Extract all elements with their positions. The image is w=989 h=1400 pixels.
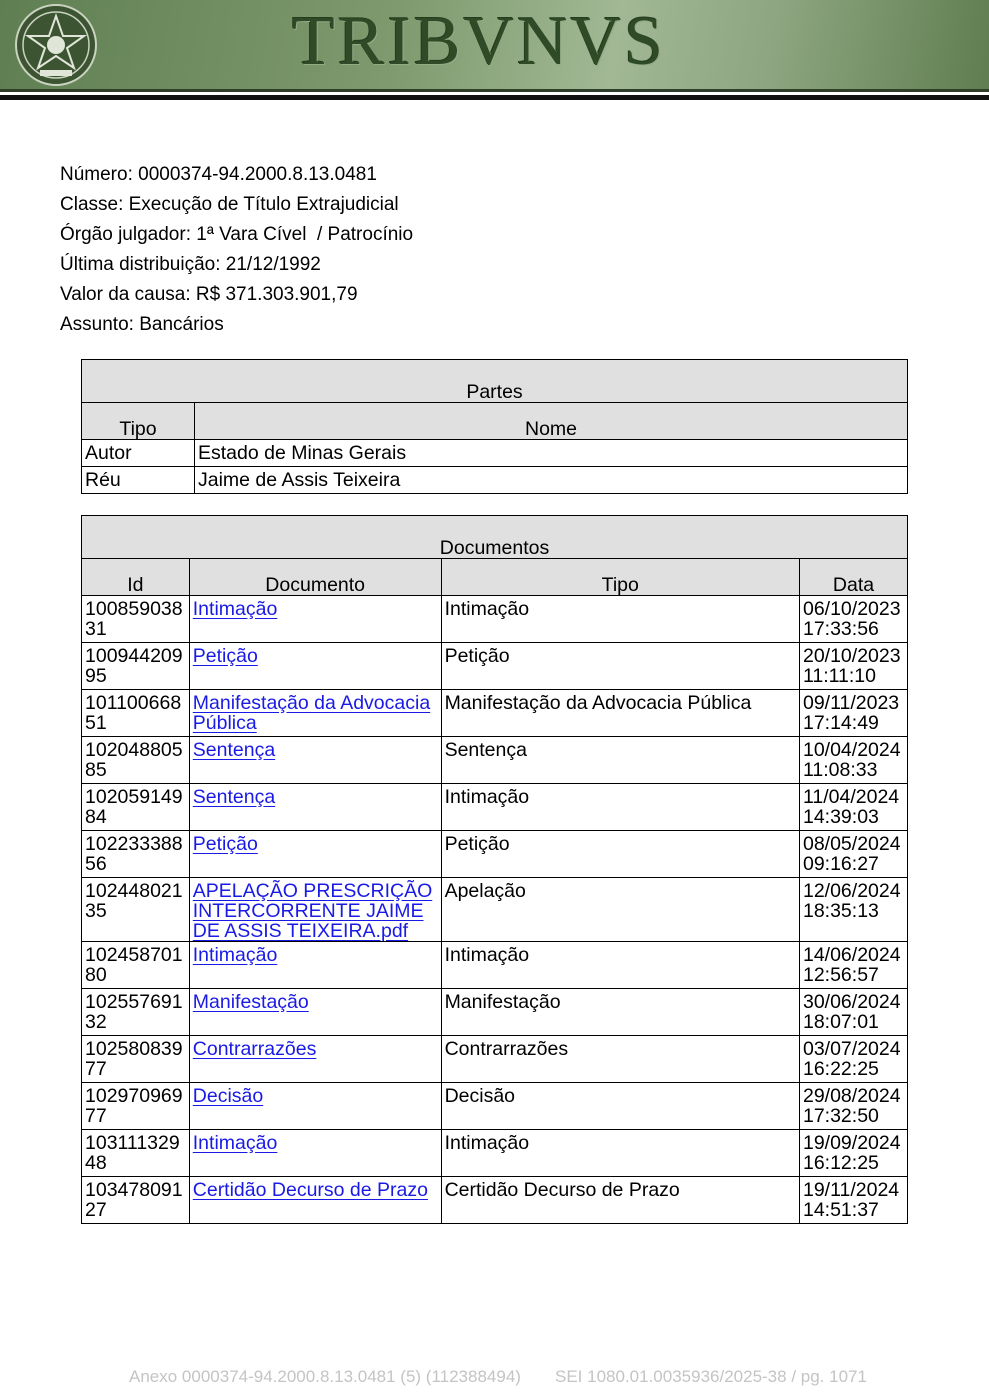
party-name: Estado de Minas Gerais	[195, 440, 908, 467]
document-date-cell: 08/05/2024 09:16:27	[799, 831, 907, 878]
document-type-cell: Sentença	[441, 737, 799, 784]
header-banner	[0, 0, 989, 89]
document-id-cell: 10205914984	[82, 784, 190, 831]
parties-col-name: Nome	[195, 403, 908, 440]
document-link[interactable]: Petição	[192, 833, 258, 855]
parties-table	[81, 359, 908, 494]
document-type-cell: Intimação	[441, 596, 799, 643]
party-name: Jaime de Assis Teixeira	[195, 467, 908, 494]
document-date-cell: 29/08/2024 17:32:50	[799, 1083, 907, 1130]
parties-title: Partes	[82, 360, 908, 403]
document-link-cell	[189, 690, 441, 737]
document-link[interactable]: Manifestação	[192, 991, 309, 1013]
table-row	[82, 989, 908, 1036]
document-date-cell: 11/04/2024 14:39:03	[799, 784, 907, 831]
process-info	[60, 160, 413, 340]
document-id-cell: 10110066851	[82, 690, 190, 737]
table-row	[82, 1177, 908, 1224]
banner-title: TRIBVNVS	[292, 3, 667, 80]
document-date-cell: 03/07/2024 16:22:25	[799, 1036, 907, 1083]
document-id-cell: 10094420995	[82, 643, 190, 690]
documents-col-document: Documento	[189, 559, 441, 596]
document-link-cell	[189, 989, 441, 1036]
document-link[interactable]: Certidão Decurso de Prazo	[192, 1179, 428, 1201]
table-row	[82, 831, 908, 878]
document-type-cell: Intimação	[441, 784, 799, 831]
document-id-cell: 10245870180	[82, 942, 190, 989]
document-id-cell: 10204880585	[82, 737, 190, 784]
document-id-cell: 10347809127	[82, 1177, 190, 1224]
banner-rule	[0, 95, 989, 100]
document-type-cell: Decisão	[441, 1083, 799, 1130]
document-id-cell: 10255769132	[82, 989, 190, 1036]
document-date-cell: 30/06/2024 18:07:01	[799, 989, 907, 1036]
table-row	[82, 1036, 908, 1083]
table-row	[82, 737, 908, 784]
document-date-cell: 09/11/2023 17:14:49	[799, 690, 907, 737]
document-link-cell	[189, 1177, 441, 1224]
document-type-cell: Manifestação da Advocacia Pública	[441, 690, 799, 737]
process-number: Número: 0000374-94.2000.8.13.0481	[60, 164, 377, 185]
documents-table	[81, 515, 908, 1224]
process-court: Órgão julgador: 1ª Vara Cível / Patrocínio	[60, 224, 414, 245]
banner-divider	[0, 89, 989, 92]
process-value: Valor da causa: R$ 371.303.901,79	[60, 284, 358, 305]
document-id-cell: 10258083977	[82, 1036, 190, 1083]
process-subject: Assunto: Bancários	[60, 314, 224, 335]
documents-col-type: Tipo	[441, 559, 799, 596]
document-type-cell: Intimação	[441, 1130, 799, 1177]
table-row	[82, 878, 908, 942]
document-id-cell: 10311132948	[82, 1130, 190, 1177]
document-link-cell	[189, 831, 441, 878]
document-type-cell: Certidão Decurso de Prazo	[441, 1177, 799, 1224]
documents-title: Documentos	[82, 516, 908, 559]
document-link-cell	[189, 643, 441, 690]
documents-rows	[82, 596, 908, 1224]
table-row	[82, 1083, 908, 1130]
document-link-cell	[189, 1083, 441, 1130]
document-date-cell: 19/09/2024 16:12:25	[799, 1130, 907, 1177]
document-link-cell	[189, 942, 441, 989]
footer-sei: SEI 1080.01.0035936/2025-38 / pg. 1071	[555, 1367, 867, 1386]
document-date-cell: 19/11/2024 14:51:37	[799, 1177, 907, 1224]
document-type-cell: Intimação	[441, 942, 799, 989]
document-link[interactable]: Contrarrazões	[192, 1038, 317, 1060]
coat-of-arms-seal-icon	[14, 4, 98, 86]
document-id-cell: 10244802135	[82, 878, 190, 942]
document-date-cell: 12/06/2024 18:35:13	[799, 878, 907, 942]
table-row	[82, 784, 908, 831]
document-type-cell: Petição	[441, 643, 799, 690]
document-link[interactable]: Sentença	[192, 739, 276, 761]
document-link-cell	[189, 784, 441, 831]
document-link[interactable]: Intimação	[192, 944, 278, 966]
document-id-cell: 10297096977	[82, 1083, 190, 1130]
document-link[interactable]: Decisão	[192, 1085, 264, 1107]
document-link[interactable]: Intimação	[192, 598, 278, 620]
document-type-cell: Apelação	[441, 878, 799, 942]
table-row	[82, 596, 908, 643]
document-link[interactable]: Petição	[192, 645, 258, 667]
document-link[interactable]: APELAÇÃO PRESCRIÇÃO INTERCORRENTE JAIME DE ASSIS TEIXEIRA.pdf	[192, 880, 433, 942]
document-link-cell	[189, 878, 441, 942]
document-link-cell	[189, 737, 441, 784]
process-distribution: Última distribuição: 21/12/1992	[60, 254, 321, 275]
table-row	[82, 467, 908, 494]
table-row	[82, 440, 908, 467]
document-link-cell	[189, 1130, 441, 1177]
document-date-cell: 10/04/2024 11:08:33	[799, 737, 907, 784]
party-type: Autor	[82, 440, 195, 467]
footer-annex: Anexo 0000374-94.2000.8.13.0481 (5) (112388494)	[129, 1367, 521, 1386]
documents-col-id: Id	[82, 559, 190, 596]
document-type-cell: Manifestação	[441, 989, 799, 1036]
process-class: Classe: Execução de Título Extrajudicial	[60, 194, 399, 215]
parties-col-type: Tipo	[82, 403, 195, 440]
documents-col-date: Data	[799, 559, 907, 596]
party-type: Réu	[82, 467, 195, 494]
table-row	[82, 690, 908, 737]
document-date-cell: 20/10/2023 11:11:10	[799, 643, 907, 690]
table-row	[82, 643, 908, 690]
document-link-cell	[189, 1036, 441, 1083]
document-link-cell	[189, 596, 441, 643]
document-id-cell: 10085903831	[82, 596, 190, 643]
document-type-cell: Petição	[441, 831, 799, 878]
document-link[interactable]: Sentença	[192, 786, 276, 808]
document-id-cell: 10223338856	[82, 831, 190, 878]
document-link[interactable]: Manifestação da Advocacia Pública	[192, 692, 431, 734]
document-date-cell: 06/10/2023 17:33:56	[799, 596, 907, 643]
document-type-cell: Contrarrazões	[441, 1036, 799, 1083]
document-date-cell: 14/06/2024 12:56:57	[799, 942, 907, 989]
table-row	[82, 942, 908, 989]
document-link[interactable]: Intimação	[192, 1132, 278, 1154]
table-row	[82, 1130, 908, 1177]
